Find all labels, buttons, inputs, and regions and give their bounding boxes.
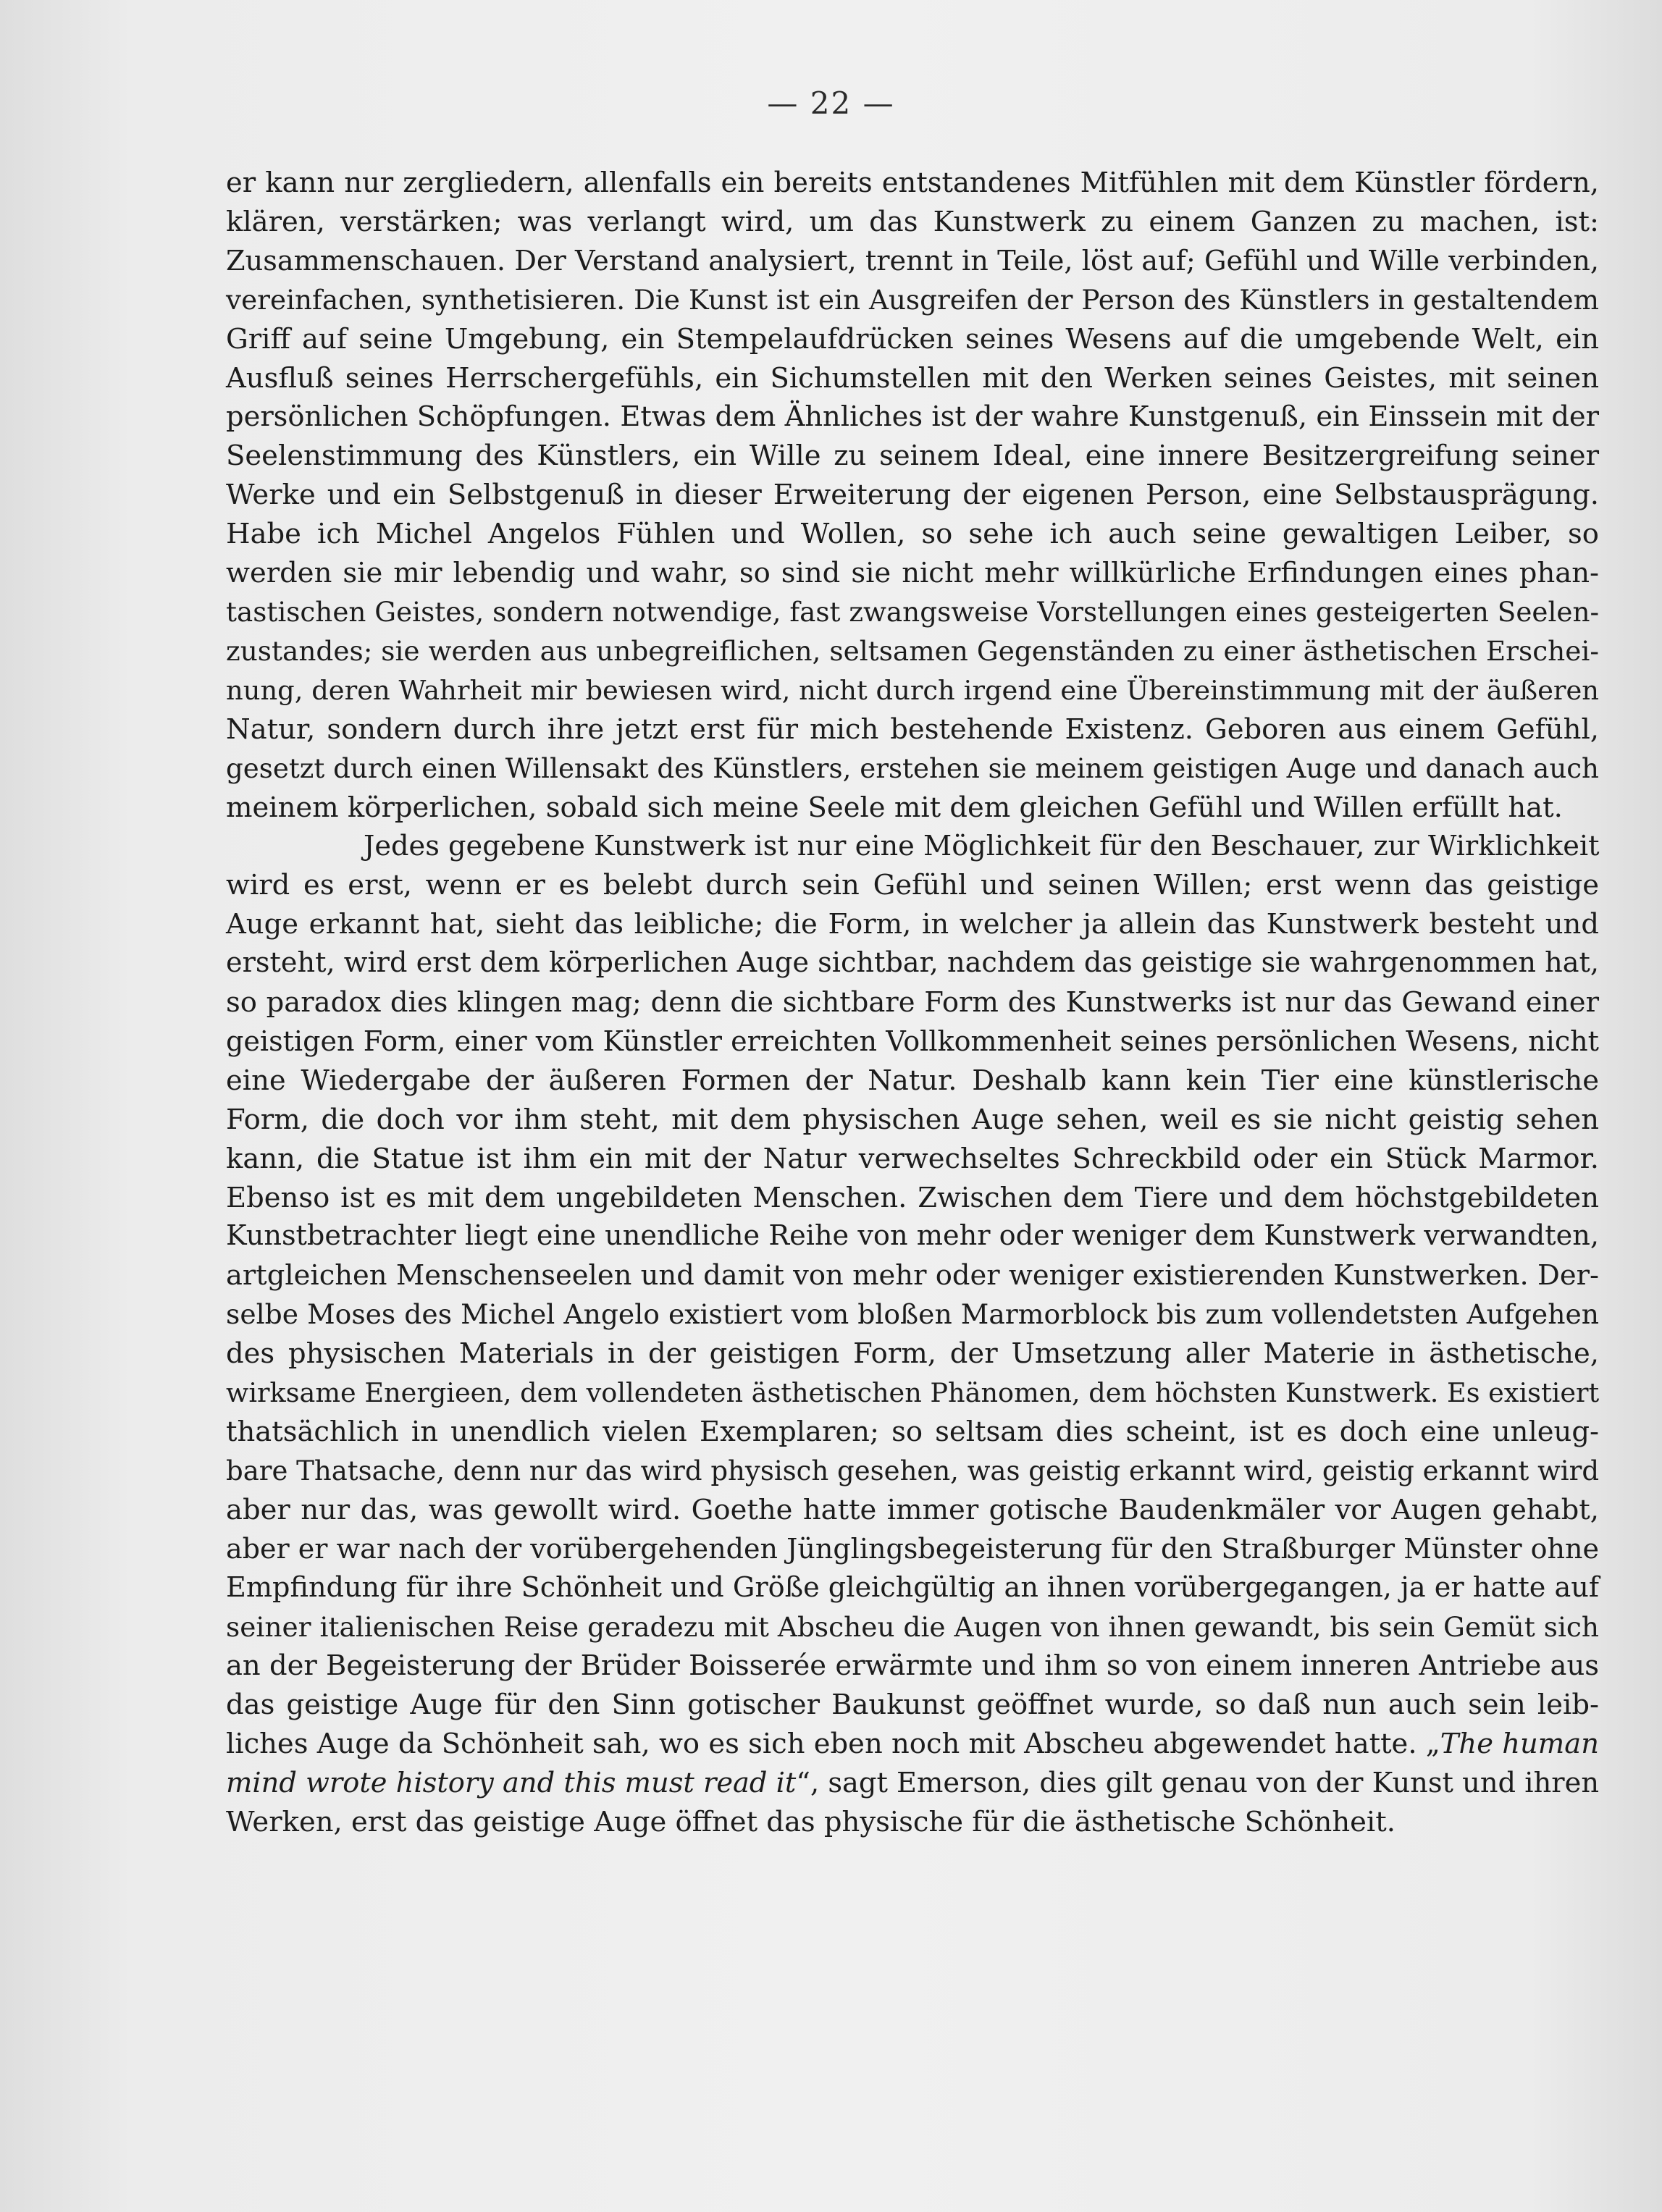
text-line: Werken, erst das geistige Auge öffnet das physische für die ästhetische Schönheit.	[226, 1806, 1396, 1839]
text-line: Seelenstimmung des Künstlers, ein Wille zu seinem Ideal, eine innere Besitzergreifung seiner	[226, 440, 1599, 473]
text-line: Form, die doch vor ihm steht, mit dem physischen Auge sehen, weil es sie nicht geistig sehen	[226, 1103, 1599, 1136]
paragraph-1	[226, 164, 1599, 827]
text-line: so paradox dies klingen mag; denn die sichtbare Form des Kunstwerks ist nur das Gewand einer	[226, 986, 1599, 1019]
text-line: nung, deren Wahrheit mir bewiesen wird, nicht durch irgend eine Übereinstimmung mit der äußeren	[226, 674, 1599, 706]
text-line: Habe ich Michel Angelos Fühlen und Wollen, so sehe ich auch seine gewaltigen Leiber, so	[226, 518, 1599, 551]
italic-quote: The human	[1440, 1728, 1599, 1761]
text-line: eine Wiedergabe der äußeren Formen der Natur. Deshalb kann kein Tier eine künstlerische	[226, 1064, 1599, 1097]
text-line: wird es erst, wenn er es belebt durch sein Gefühl und seinen Willen; erst wenn das geistige	[226, 869, 1599, 902]
text-line: liches Auge da Schönheit sah, wo es sich eben noch mit Abscheu abgewendet hatte. „The human	[226, 1728, 1599, 1761]
text-line: das geistige Auge für den Sinn gotischer Baukunst geöffnet wurde, so daß nun auch sein leib-	[226, 1689, 1599, 1722]
body-text	[226, 164, 1599, 1842]
text-line: bare Thatsache, denn nur das wird physisch gesehen, was geistig erkannt wird, geistig erkannt wird	[226, 1455, 1600, 1486]
text-line: Ebenso ist es mit dem ungebildeten Menschen. Zwischen dem Tiere und dem höchstgebildeten	[226, 1181, 1599, 1214]
text-line: artgleichen Menschenseelen und damit von mehr oder weniger existierenden Kunstwerken. Der-	[226, 1259, 1599, 1292]
text-line: zustandes; sie werden aus unbegreiflichen, seltsamen Gegenständen zu einer ästhetischen Erschei-	[226, 634, 1599, 667]
text-line: ersteht, wird erst dem körperlichen Auge sichtbar, nachdem das geistige sie wahrgenommen hat,	[226, 947, 1600, 980]
text-line: Griff auf seine Umgebung, ein Stempelaufdrücken seines Wesens auf die umgebende Welt, ein	[226, 322, 1599, 356]
text-line: Ausfluß seines Herrschergefühls, ein Sichumstellen mit den Werken seines Geistes, mit seinen	[226, 361, 1599, 395]
text-line: vereinfachen, synthetisieren. Die Kunst ist ein Ausgreifen der Person des Künstlers in gestaltendem	[226, 283, 1599, 316]
text-line: er kann nur zergliedern, allenfalls ein bereits entstandenes Mitfühlen mit dem Künstler fördern,	[226, 167, 1599, 199]
text-line: mind wrote history and this must read it“, sagt Emerson, dies gilt genau von der Kunst und ihren	[226, 1767, 1600, 1800]
text-line: Werke und ein Selbstgenuß in dieser Erweiterung der eigenen Person, eine Selbstausprägung.	[226, 479, 1599, 512]
italic-quote: mind wrote history and this must read it	[226, 1767, 797, 1800]
text-line: Natur, sondern durch ihre jetzt erst für mich bestehende Existenz. Geboren aus einem Gefühl,	[226, 712, 1599, 746]
text-line: klären, verstärken; was verlangt wird, um das Kunstwerk zu einem Ganzen zu machen, ist:	[226, 205, 1599, 238]
text-line: des physischen Materials in der geistigen Form, der Umsetzung aller Materie in ästhetische,	[226, 1337, 1599, 1371]
text-line: selbe Moses des Michel Angelo existiert vom bloßen Marmorblock bis zum vollendetsten Aufgehen	[226, 1298, 1599, 1331]
text-line: wirksame Energieen, dem vollendeten ästhetischen Phänomen, dem höchsten Kunstwerk. Es existiert	[226, 1377, 1600, 1409]
paragraph-2	[226, 827, 1599, 1842]
text-line: seiner italienischen Reise geradezu mit Abscheu die Augen von ihnen gewandt, bis sein Gemüt sich	[226, 1610, 1599, 1643]
text-line: Jedes gegebene Kunstwerk ist nur eine Möglichkeit für den Beschauer, zur Wirklichkeit	[364, 830, 1600, 863]
text-line: aber nur das, was gewollt wird. Goethe hatte immer gotische Baudenkmäler vor Augen gehabt,	[226, 1493, 1599, 1526]
page-number: — 22 —	[767, 85, 895, 121]
text-line: Kunstbetrachter liegt eine unendliche Reihe von mehr oder weniger dem Kunstwerk verwandten,	[226, 1220, 1599, 1253]
text-line: tastischen Geistes, sondern notwendige, fast zwangsweise Vorstellungen eines gesteigerten Seelen-	[226, 595, 1600, 628]
text-line: Auge erkannt hat, sieht das leibliche; die Form, in welcher ja allein das Kunstwerk besteht und	[226, 908, 1599, 941]
text-line: gesetzt durch einen Willensakt des Künstlers, erstehen sie meinem geistigen Auge und danach auch	[226, 752, 1599, 784]
text-line: geistigen Form, einer vom Künstler erreichten Vollkommenheit seines persönlichen Wesens, nicht	[226, 1025, 1599, 1057]
text-line: thatsächlich in unendlich vielen Exemplaren; so seltsam dies scheint, ist es doch eine unleug-	[226, 1416, 1599, 1448]
text-line: an der Begeisterung der Brüder Boisserée erwärmte und ihm so von einem inneren Antriebe aus	[226, 1649, 1599, 1683]
text-line: Empfindung für ihre Schönheit und Größe gleichgültig an ihnen vorübergegangen, ja er hatte auf	[226, 1571, 1599, 1604]
text-line: werden sie mir lebendig und wahr, so sind sie nicht mehr willkürliche Erfindungen eines phan-	[226, 557, 1599, 590]
text-line: persönlichen Schöpfungen. Etwas dem Ähnliches ist der wahre Kunstgenuß, ein Einssein mit der	[226, 400, 1599, 434]
text-line: kann, die Statue ist ihm ein mit der Natur verwechseltes Schreckbild oder ein Stück Marmor.	[226, 1142, 1599, 1175]
text-line: aber er war nach der vorübergehenden Jünglingsbegeisterung für den Straßburger Münster ohne	[226, 1532, 1600, 1565]
text-line: meinem körperlichen, sobald sich meine Seele mit dem gleichen Gefühl und Willen erfüllt hat.	[226, 791, 1563, 824]
text-line: Zusammenschauen. Der Verstand analysiert, trennt in Teile, löst auf; Gefühl und Wille verbinden,	[226, 244, 1599, 277]
